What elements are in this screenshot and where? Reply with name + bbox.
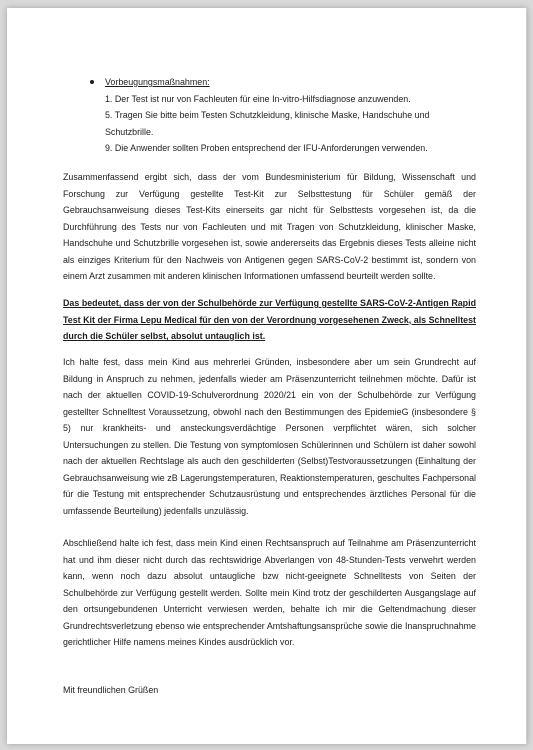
- final-paragraph: Abschließend halte ich fest, dass mein Kind einen Rechtsanspruch auf Teilnahme am Präsenzunterricht hat und ihm dieser nicht durch das rechtswidrige Abverlangen von 48-Stunden-Tests verwehrt werden kann, wenn noch dazu absolut untaugliche bzw nicht-geeignete Schnelltests von Seiten der Schulbehörde zur Verfügung gestellt werden. Sollte mein Kind trotz der geschilderten Ausgangslage auf den ortsungebundenen Unterricht verwiesen werden, behalte ich mir die Geltendmachung dieser Grundrechtsverletzung ebenso wie entsprechender Amtshaftungsansprüche sowie die Inanspruchnahme gerichtlicher Hilfe namens meines Kindes ausdrücklich vor.: [63, 538, 476, 647]
- statement-paragraph: Ich halte fest, dass mein Kind aus mehrerlei Gründen, insbesondere aber um sein Grundrecht auf Bildung in Anspruch zu nehmen, jedenfalls wieder am Präsenzunterricht teilnehmen möchte. Dafür ist nach der aktuellen COVID-19-Schulverordnung 2020/21 ein von der Schulbehörde zur Verfügung gestellter Schnelltest Voraussetzung, obwohl nach den Bestimmungen des EpidemieG (insbesondere § 5) nur krankheits- und ansteckungsverdächtige Personen verpflichtet wären, sich solcher Untersuchungen zu stellen. Die Testung von symptomlosen Schülerinnen und Schülern ist daher sowohl nach der aktuellen Rechtslage als auch den geschilderten (Selbst)Testvoraussetzungen (Einhaltung der Gebrauchsanweisung wie zB Lagerungstemperaturen, Reaktionstemperaturen, geschultes Fachpersonal für die Testung mit entsprechender Schutzausrüstung und entsprechendes ärztliches Personal für die umfassende Beurteilung) jedenfalls unzulässig.: [63, 357, 476, 516]
- bullet-dot-icon: [90, 80, 94, 84]
- summary-paragraph: Zusammenfassend ergibt sich, dass der vom Bundesministerium für Bildung, Wissenschaft und Forschung zur Verfügung gestellte Test-Kit zur Selbsttestung für Schüler gemäß der Gebrauchsanweisung dieses Test-Kits einerseits gar nicht für Selbsttests vorgesehen ist, da die Durchführung des Tests nur von Fachleuten und mit Tragen von Schutzkleidung, klinischer Maske, Handschuhe und Schutzbrille vorgesehen ist, sowie andererseits das Ergebnis dieses Tests alleine nicht als einziges Kriterium für den Nachweis von Antigenen gegen SARS-CoV-2 bestimmt ist, sondern von einem Arzt zusammen mit anderen klinischen Informationen umfassend beurteilt werden sollte.: [63, 172, 476, 281]
- precautions-list: [90, 74, 480, 157]
- closing-line: Mit freundlichen Grüßen: [63, 685, 159, 695]
- document-page: [7, 8, 527, 744]
- precautions-title: Vorbeugungsmaßnahmen:: [105, 77, 210, 87]
- precaution-item: 9. Die Anwender sollten Proben entsprechend der IFU-Anforderungen verwenden.: [105, 143, 428, 153]
- precaution-item: 5. Tragen Sie bitte beim Testen Schutzkleidung, klinische Maske, Handschuhe und Schutzbrille.: [105, 110, 430, 137]
- precaution-item: 1. Der Test ist nur von Fachleuten für eine In-vitro-Hilfsdiagnose anzuwenden.: [105, 93, 411, 104]
- precautions-heading: [90, 74, 480, 91]
- conclusion-paragraph: Das bedeutet, dass der von der Schulbehörde zur Verfügung gestellte SARS-CoV-2-Antigen Rapid Test Kit der Firma Lepu Medical für den von der Verordnung vorgesehenen Zweck, als Schnelltest durch die Schüler selbst, absolut untauglich ist.: [63, 298, 476, 341]
